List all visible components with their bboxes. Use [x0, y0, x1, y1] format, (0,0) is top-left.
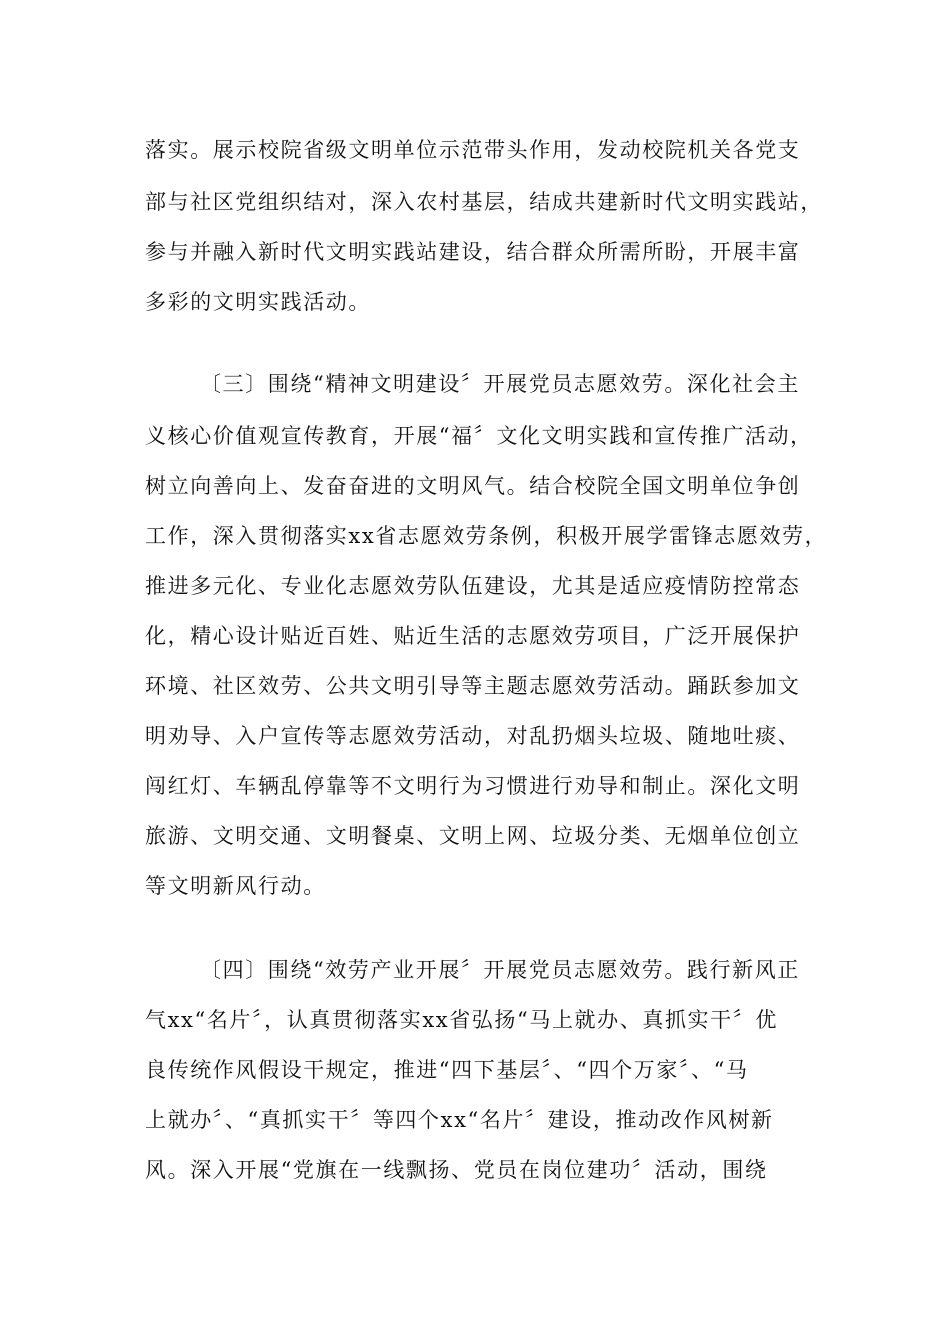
text-line: 上就办〞、“真抓实干〞等四个xx“名片〞建设，推动改作风树新	[145, 1108, 774, 1132]
text-line: 工作，深入贯彻落实xx省志愿效劳条例，积极开展学雷锋志愿效劳，	[145, 524, 828, 548]
text-line: 闯红灯、车辆乱停靠等不文明行为习惯进行劝导和制止。深化文明	[145, 774, 801, 798]
text-line: 等文明新风行动。	[145, 874, 326, 898]
text-line: 气xx“名片〞，认真贯彻落实xx省弘扬“马上就办、真抓实干〞优	[145, 1008, 778, 1032]
text-line: 义核心价值观宣传教育，开展“福〞文化文明实践和宣传推广活动，	[145, 424, 813, 448]
text-line: 良传统作风假设干规定，推进“四下基层〞、“四个万家〞、“马	[145, 1058, 749, 1082]
text-line: 旅游、文明交通、文明餐桌、文明上网、垃圾分类、无烟单位创立	[145, 824, 801, 848]
text-line: 参与并融入新时代文明实践站建设，结合群众所需所盼，开展丰富	[145, 240, 801, 264]
text-line: 明劝导、入户宣传等志愿效劳活动，对乱扔烟头垃圾、随地吐痰、	[145, 724, 801, 748]
text-line: 环境、社区效劳、公共文明引导等主题志愿效劳活动。踊跃参加文	[145, 674, 801, 698]
text-line: 推进多元化、专业化志愿效劳队伍建设，尤其是适应疫情防控常态	[145, 574, 801, 598]
text-line: 多彩的文明实践活动。	[145, 290, 371, 314]
text-line: 〔三〕围绕“精神文明建设〞开展党员志愿效劳。深化社会主	[200, 372, 800, 396]
text-line: 树立向善向上、发奋奋进的文明风气。结合校院全国文明单位争创	[145, 474, 801, 498]
text-line: 部与社区党组织结对，深入农村基层，结成共建新时代文明实践站，	[145, 190, 823, 214]
text-line: 风。深入开展“党旗在一线飘扬、党员在岗位建功〞活动，围绕	[145, 1158, 768, 1182]
text-line: 〔四〕围绕“效劳产业开展〞开展党员志愿效劳。践行新风正	[200, 958, 800, 982]
text-line: 落实。展示校院省级文明单位示范带头作用，发动校院机关各党支	[145, 138, 801, 162]
text-line: 化，精心设计贴近百姓、贴近生活的志愿效劳项目，广泛开展保护	[145, 624, 801, 648]
